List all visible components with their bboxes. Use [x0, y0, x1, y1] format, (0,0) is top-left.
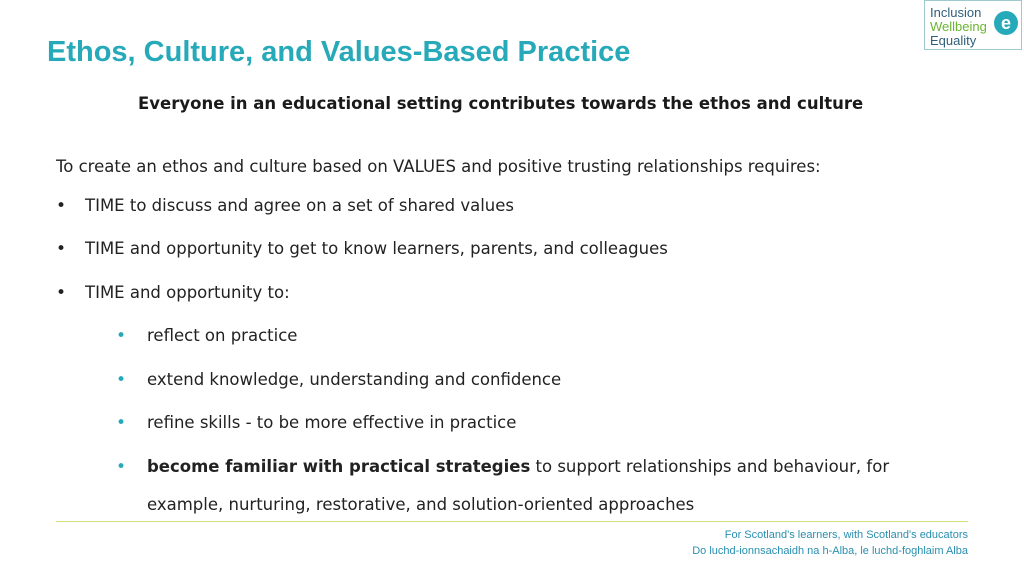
list-item-text: TIME to discuss and agree on a set of shared values	[85, 196, 515, 215]
page-title: Ethos, Culture, and Values-Based Practice	[47, 36, 631, 68]
logo-word-inclusion: Inclusion	[930, 5, 982, 20]
footer-line-gaelic: Do luchd-ionnsachaidh na h-Alba, le luchd-foghlaim Alba	[692, 545, 968, 557]
sub-list-item-text: extend knowledge, understanding and confidence	[147, 370, 562, 389]
logo-word-equality: Equality	[930, 33, 977, 48]
logo-word-wellbeing: Wellbeing	[930, 19, 987, 34]
intro-text: To create an ethos and culture based on VALUES and positive trusting relationships requires:	[56, 157, 821, 176]
bullet-icon: •	[56, 239, 67, 259]
sub-list-item-text: reflect on practice	[147, 326, 298, 345]
sub-list-item-text	[147, 457, 889, 476]
inclusion-wellbeing-equality-logo	[924, 0, 1022, 50]
sub-bullet-icon: •	[116, 326, 127, 346]
bullet-icon: •	[56, 283, 67, 303]
bold-strategies-text: become familiar with practical strategies	[147, 457, 531, 476]
footer-line-english: For Scotland's learners, with Scotland's educators	[724, 529, 968, 541]
sub-list-item-text: refine skills - to be more effective in practice	[147, 413, 517, 432]
logo-badge-icon: e	[994, 11, 1018, 35]
footer-divider	[56, 521, 968, 522]
list-item-text: TIME and opportunity to:	[85, 283, 290, 302]
sub-list-item-continuation: example, nurturing, restorative, and solution-oriented approaches	[147, 495, 695, 514]
bullet-icon: •	[56, 196, 67, 216]
sub-list-item-rest: to support relationships and behaviour, for	[530, 457, 890, 476]
slide-subtitle: Everyone in an educational setting contributes towards the ethos and culture	[138, 94, 864, 113]
sub-bullet-icon: •	[116, 413, 127, 433]
sub-bullet-icon: •	[116, 370, 127, 390]
sub-bullet-icon: •	[116, 457, 127, 477]
list-item-text: TIME and opportunity to get to know learners, parents, and colleagues	[85, 239, 668, 258]
